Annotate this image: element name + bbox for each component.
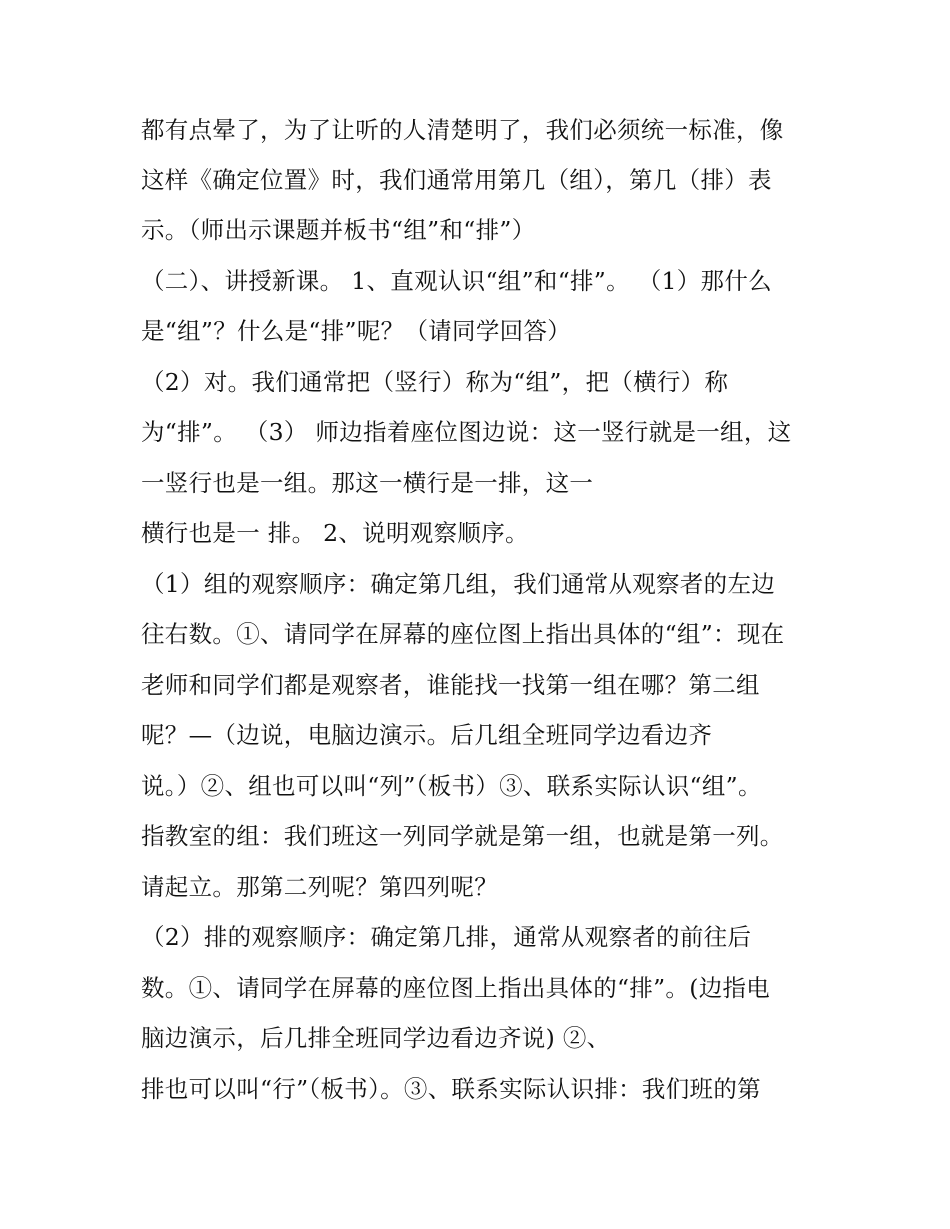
text-line: 老师和同学们都是观察者，谁能找一找第一组在哪？第二组 [141,671,760,699]
text-line: 呢？—（边说，电脑边演示。后几组全班同学边看边齐 [141,721,713,749]
text-line: 往右数。①、请同学在屏幕的座位图上指出具体的“组”：现在 [141,620,785,648]
text-line: 这样《确定位置》时，我们通常用第几（组），第几（排）表 [141,166,772,194]
text-line: 数。①、请同学在屏幕的座位图上指出具体的“排”。(边指电 [141,974,771,1002]
text-line: （1）组的观察顺序：确定第几组，我们通常从观察者的左边 [141,570,776,598]
text-line: 脑边演示，后几排全班同学边看边齐说) ②、 [141,1024,611,1052]
text-line: （2）排的观察顺序：确定第几排，通常从观察者的前往后 [141,923,752,951]
text-line: 请起立。那第二列呢？第四列呢？ [141,873,498,901]
text-line: 都有点晕了，为了让听的人清楚明了，我们必须统一标准，像 [141,116,784,144]
text-line: 横行也是一 排。 2、说明观察顺序。 [141,519,529,547]
text-line: 排也可以叫“行”（板书）。③、联系实际认识排：我们班的第 [141,1075,761,1103]
text-line: 说。）②、组也可以叫“列”（板书）③、联系实际认识“组”。 [141,772,762,800]
text-line: 一竖行也是一组。那这一横行是一排，这一 [141,469,594,497]
text-line: 是“组”？什么是“排”呢？（请同学回答） [141,317,572,345]
text-line: 指教室的组：我们班这一列同学就是第一组，也就是第一列。 [141,822,784,850]
text-line: 示。（师出示课题并板书“组”和“排”） [141,216,536,244]
text-line: 为“排”。 （3） 师边指着座位图边说：这一竖行就是一组，这 [141,418,792,446]
text-line: （二）、讲授新课。 1、直观认识“组”和“排”。 （1）那什么 [141,267,772,295]
text-line: （2）对。我们通常把（竖行）称为“组”，把（横行）称 [141,368,729,396]
